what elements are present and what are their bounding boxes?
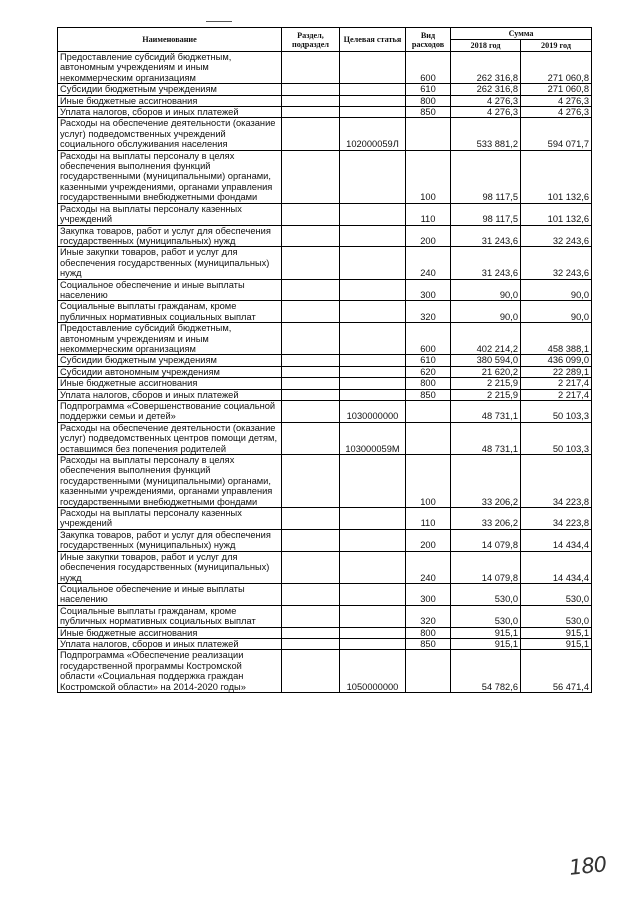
row-section <box>282 203 340 225</box>
row-sum-2019: 915,1 <box>521 638 592 649</box>
header-target: Целевая статья <box>340 28 406 52</box>
row-target <box>340 583 406 605</box>
row-sum-2018: 31 243,6 <box>451 247 521 279</box>
table-body <box>58 52 592 693</box>
row-section <box>282 84 340 95</box>
row-sum-2018: 402 214,2 <box>451 323 521 355</box>
table-row <box>58 107 592 118</box>
row-sum-2019: 458 388,1 <box>521 323 592 355</box>
row-name: Иные закупки товаров, работ и услуг для обеспечения государственных (муниципальных) нужд <box>58 551 282 583</box>
row-kind: 800 <box>406 627 451 638</box>
row-sum-2018: 33 206,2 <box>451 455 521 508</box>
row-sum-2019: 32 243,6 <box>521 225 592 247</box>
table-row <box>58 422 592 454</box>
row-sum-2018: 33 206,2 <box>451 508 521 530</box>
row-target <box>340 378 406 389</box>
row-sum-2018: 530,0 <box>451 583 521 605</box>
row-name: Подпрограмма «Совершенствование социальной поддержки семьи и детей» <box>58 401 282 423</box>
row-sum-2018: 915,1 <box>451 638 521 649</box>
row-section <box>282 366 340 377</box>
header-sum: Сумма <box>451 28 592 40</box>
row-section <box>282 150 340 203</box>
row-sum-2019: 90,0 <box>521 301 592 323</box>
row-name: Подпрограмма «Обеспечение реализации государственной программы Костромской области «Социальная поддержка граждан Костромской области» на 2014-2020 годы» <box>58 650 282 693</box>
row-sum-2018: 48 731,1 <box>451 401 521 423</box>
row-sum-2019: 2 217,4 <box>521 389 592 400</box>
table-row <box>58 605 592 627</box>
row-name: Уплата налогов, сборов и иных платежей <box>58 389 282 400</box>
row-sum-2018: 262 316,8 <box>451 52 521 84</box>
row-sum-2019: 4 276,3 <box>521 107 592 118</box>
row-section <box>282 605 340 627</box>
row-section <box>282 389 340 400</box>
row-sum-2019: 4 276,3 <box>521 95 592 106</box>
row-sum-2019: 2 217,4 <box>521 378 592 389</box>
row-sum-2018: 90,0 <box>451 279 521 301</box>
table-row <box>58 84 592 95</box>
row-name: Социальное обеспечение и иные выплаты населению <box>58 583 282 605</box>
row-sum-2018: 31 243,6 <box>451 225 521 247</box>
table-row <box>58 355 592 366</box>
row-sum-2019: 14 434,4 <box>521 529 592 551</box>
row-section <box>282 422 340 454</box>
row-target: 1050000000 <box>340 650 406 693</box>
row-target <box>340 247 406 279</box>
row-sum-2018: 262 316,8 <box>451 84 521 95</box>
row-sum-2019: 101 132,6 <box>521 150 592 203</box>
row-sum-2019: 90,0 <box>521 279 592 301</box>
row-kind <box>406 401 451 423</box>
row-sum-2018: 90,0 <box>451 301 521 323</box>
row-sum-2018: 2 215,9 <box>451 389 521 400</box>
row-section <box>282 529 340 551</box>
row-section <box>282 583 340 605</box>
row-target <box>340 366 406 377</box>
row-target <box>340 279 406 301</box>
row-kind: 240 <box>406 551 451 583</box>
row-target <box>340 225 406 247</box>
row-name: Иные бюджетные ассигнования <box>58 95 282 106</box>
row-sum-2018: 380 594,0 <box>451 355 521 366</box>
table-row <box>58 118 592 150</box>
row-sum-2018: 2 215,9 <box>451 378 521 389</box>
table-row <box>58 529 592 551</box>
table-row <box>58 378 592 389</box>
header-section: Раздел, подраздел <box>282 28 340 52</box>
row-section <box>282 650 340 693</box>
row-sum-2019: 14 434,4 <box>521 551 592 583</box>
row-sum-2019: 22 289,1 <box>521 366 592 377</box>
row-sum-2018: 915,1 <box>451 627 521 638</box>
table-row <box>58 455 592 508</box>
row-sum-2019: 50 103,3 <box>521 401 592 423</box>
row-sum-2019: 101 132,6 <box>521 203 592 225</box>
page-number: 180 <box>567 852 608 880</box>
row-kind: 620 <box>406 366 451 377</box>
row-sum-2018: 21 620,2 <box>451 366 521 377</box>
row-sum-2018: 48 731,1 <box>451 422 521 454</box>
row-kind <box>406 118 451 150</box>
row-kind <box>406 422 451 454</box>
row-name: Расходы на обеспечение деятельности (оказание услуг) подведомственных учреждений социального обслуживания населения <box>58 118 282 150</box>
row-section <box>282 551 340 583</box>
header-year-2018: 2018 год <box>451 40 521 52</box>
row-kind <box>406 650 451 693</box>
row-name: Расходы на обеспечение деятельности (оказание услуг) подведомственных центров помощи детям, оставшимся без попечения родителей <box>58 422 282 454</box>
row-sum-2019: 34 223,8 <box>521 455 592 508</box>
row-section <box>282 247 340 279</box>
row-target <box>340 203 406 225</box>
table-row <box>58 389 592 400</box>
header-kind: Вид расходов <box>406 28 451 52</box>
row-kind: 110 <box>406 203 451 225</box>
row-target <box>340 355 406 366</box>
row-section <box>282 301 340 323</box>
row-name: Социальные выплаты гражданам, кроме публичных нормативных социальных выплат <box>58 301 282 323</box>
row-name: Предоставление субсидий бюджетным, автономным учреждениям и иным некоммерческим организациям <box>58 52 282 84</box>
table-row <box>58 401 592 423</box>
table-row <box>58 551 592 583</box>
table-row <box>58 627 592 638</box>
budget-table <box>57 27 592 693</box>
table-row <box>58 638 592 649</box>
row-kind: 800 <box>406 378 451 389</box>
header-year-2019: 2019 год <box>521 40 592 52</box>
row-name: Закупка товаров, работ и услуг для обеспечения государственных (муниципальных) нужд <box>58 225 282 247</box>
row-target <box>340 107 406 118</box>
row-sum-2018: 14 079,8 <box>451 551 521 583</box>
row-name: Закупка товаров, работ и услуг для обеспечения государственных (муниципальных) нужд <box>58 529 282 551</box>
row-name: Расходы на выплаты персоналу в целях обеспечения выполнения функций государственными (муниципальными) органами, казенными учреждениями, органами управления государственными внебюджетными фондами <box>58 455 282 508</box>
row-name: Иные закупки товаров, работ и услуг для обеспечения государственных (муниципальных) нужд <box>58 247 282 279</box>
row-target <box>340 323 406 355</box>
row-kind: 110 <box>406 508 451 530</box>
row-section <box>282 378 340 389</box>
row-target <box>340 529 406 551</box>
row-target <box>340 301 406 323</box>
table-row <box>58 225 592 247</box>
row-target <box>340 150 406 203</box>
row-kind: 850 <box>406 638 451 649</box>
row-name: Субсидии бюджетным учреждениям <box>58 355 282 366</box>
scan-mark <box>206 21 232 22</box>
row-kind: 100 <box>406 455 451 508</box>
row-kind: 850 <box>406 107 451 118</box>
row-kind: 300 <box>406 583 451 605</box>
row-name: Уплата налогов, сборов и иных платежей <box>58 107 282 118</box>
row-section <box>282 52 340 84</box>
row-target <box>340 638 406 649</box>
row-kind: 610 <box>406 84 451 95</box>
table-row <box>58 366 592 377</box>
row-sum-2019: 50 103,3 <box>521 422 592 454</box>
row-sum-2018: 14 079,8 <box>451 529 521 551</box>
row-kind: 240 <box>406 247 451 279</box>
table-row <box>58 247 592 279</box>
row-target: 103000059М <box>340 422 406 454</box>
row-sum-2018: 530,0 <box>451 605 521 627</box>
row-section <box>282 118 340 150</box>
row-section <box>282 225 340 247</box>
row-sum-2019: 530,0 <box>521 583 592 605</box>
table-row <box>58 301 592 323</box>
row-target <box>340 52 406 84</box>
row-target <box>340 455 406 508</box>
row-name: Предоставление субсидий бюджетным, автономным учреждениям и иным некоммерческим организациям <box>58 323 282 355</box>
row-name: Иные бюджетные ассигнования <box>58 627 282 638</box>
row-section <box>282 508 340 530</box>
row-target: 1030000000 <box>340 401 406 423</box>
row-name: Социальное обеспечение и иные выплаты населению <box>58 279 282 301</box>
row-section <box>282 401 340 423</box>
row-name: Субсидии автономным учреждениям <box>58 366 282 377</box>
row-kind: 850 <box>406 389 451 400</box>
row-target <box>340 95 406 106</box>
row-section <box>282 107 340 118</box>
row-sum-2018: 4 276,3 <box>451 107 521 118</box>
table-row <box>58 650 592 693</box>
row-name: Субсидии бюджетным учреждениям <box>58 84 282 95</box>
row-sum-2018: 98 117,5 <box>451 203 521 225</box>
row-section <box>282 455 340 508</box>
table-row <box>58 52 592 84</box>
table-row <box>58 279 592 301</box>
row-kind: 200 <box>406 225 451 247</box>
row-sum-2018: 533 881,2 <box>451 118 521 150</box>
row-kind: 800 <box>406 95 451 106</box>
row-section <box>282 638 340 649</box>
row-sum-2019: 915,1 <box>521 627 592 638</box>
row-target <box>340 605 406 627</box>
row-section <box>282 323 340 355</box>
row-name: Уплата налогов, сборов и иных платежей <box>58 638 282 649</box>
row-name: Социальные выплаты гражданам, кроме публичных нормативных социальных выплат <box>58 605 282 627</box>
row-sum-2019: 56 471,4 <box>521 650 592 693</box>
row-target <box>340 551 406 583</box>
table-row <box>58 95 592 106</box>
table-row <box>58 583 592 605</box>
row-target <box>340 389 406 400</box>
row-sum-2019: 436 099,0 <box>521 355 592 366</box>
row-sum-2018: 4 276,3 <box>451 95 521 106</box>
row-section <box>282 355 340 366</box>
table-header <box>58 28 592 52</box>
row-sum-2018: 98 117,5 <box>451 150 521 203</box>
table-row <box>58 150 592 203</box>
row-sum-2018: 54 782,6 <box>451 650 521 693</box>
row-kind: 300 <box>406 279 451 301</box>
row-name: Иные бюджетные ассигнования <box>58 378 282 389</box>
row-name: Расходы на выплаты персоналу в целях обеспечения выполнения функций государственными (муниципальными) органами, казенными учреждениями, органами управления государственными внебюджетными фондами <box>58 150 282 203</box>
table-row <box>58 508 592 530</box>
row-kind: 600 <box>406 323 451 355</box>
row-section <box>282 627 340 638</box>
row-kind: 320 <box>406 301 451 323</box>
row-section <box>282 95 340 106</box>
row-name: Расходы на выплаты персоналу казенных учреждений <box>58 508 282 530</box>
row-sum-2019: 32 243,6 <box>521 247 592 279</box>
row-sum-2019: 594 071,7 <box>521 118 592 150</box>
row-target <box>340 627 406 638</box>
row-section <box>282 279 340 301</box>
row-kind: 320 <box>406 605 451 627</box>
row-sum-2019: 271 060,8 <box>521 52 592 84</box>
header-name: Наименование <box>58 28 282 52</box>
row-name: Расходы на выплаты персоналу казенных учреждений <box>58 203 282 225</box>
row-kind: 610 <box>406 355 451 366</box>
row-sum-2019: 271 060,8 <box>521 84 592 95</box>
row-kind: 200 <box>406 529 451 551</box>
row-target <box>340 84 406 95</box>
table-row <box>58 203 592 225</box>
row-sum-2019: 530,0 <box>521 605 592 627</box>
row-sum-2019: 34 223,8 <box>521 508 592 530</box>
row-target: 102000059Л <box>340 118 406 150</box>
row-kind: 100 <box>406 150 451 203</box>
row-kind: 600 <box>406 52 451 84</box>
row-target <box>340 508 406 530</box>
table-row <box>58 323 592 355</box>
